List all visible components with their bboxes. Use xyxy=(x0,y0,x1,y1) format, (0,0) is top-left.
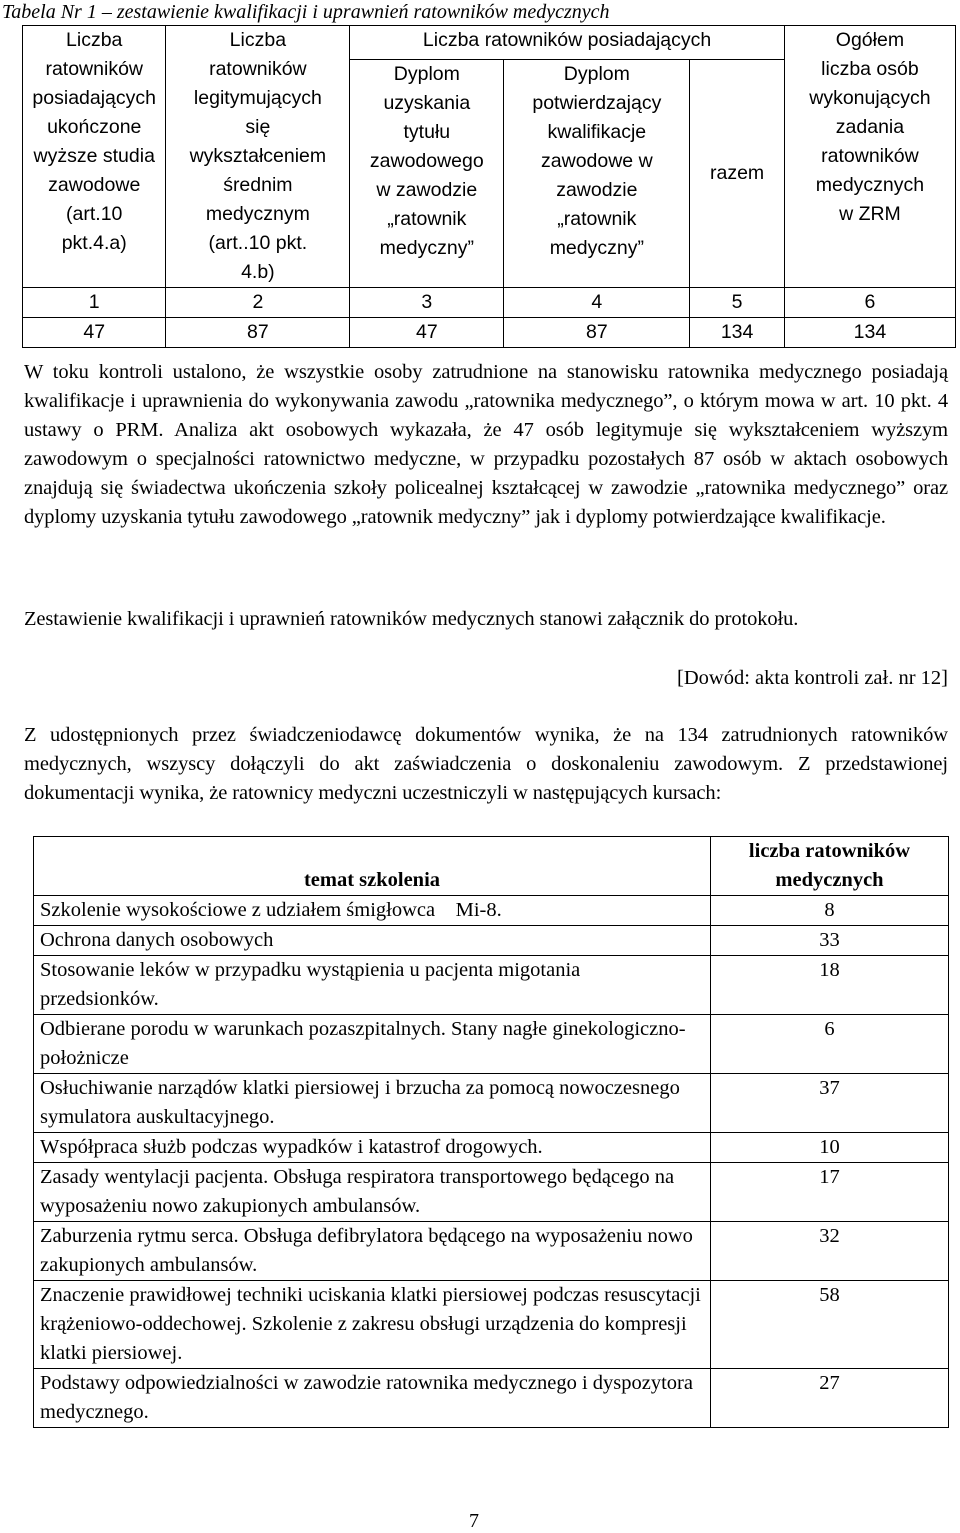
header-higher-education: Liczba ratowników posiadających ukończone wyższe studia zawodowe (art.10 pkt.4.a) xyxy=(23,26,166,288)
training-count: 58 xyxy=(711,1281,949,1369)
evidence-reference: [Dowód: akta kontroli zał. nr 12] xyxy=(677,667,948,689)
header-topic: temat szkolenia xyxy=(34,837,711,896)
training-topic: Współpraca służb podczas wypadków i katastrof drogowych. xyxy=(34,1133,711,1163)
training-count: 27 xyxy=(711,1369,949,1428)
values-row xyxy=(23,318,956,348)
training-topic: Znaczenie prawidłowej techniki uciskania klatki piersiowej podczas resuscytacji krążeniowo-oddechowej. Szkolenie z zakresu obsługi urządzenia do kompresji klatki piersiowej. xyxy=(34,1281,711,1369)
table-row xyxy=(34,1222,949,1281)
header-count: liczba ratowników medycznych xyxy=(711,837,949,896)
table-cell: 87 xyxy=(504,318,690,348)
table-row xyxy=(34,1281,949,1369)
training-topic: Stosowanie leków w przypadku wystąpienia u pacjenta migotania przedsionków. xyxy=(34,956,711,1015)
column-number: 3 xyxy=(350,288,504,318)
training-count: 18 xyxy=(711,956,949,1015)
training-count: 32 xyxy=(711,1222,949,1281)
training-count: 17 xyxy=(711,1163,949,1222)
table-caption: Tabela Nr 1 – zestawienie kwalifikacji i uprawnień ratowników medycznych xyxy=(2,1,610,23)
training-topic: Ochrona danych osobowych xyxy=(34,926,711,956)
header-sum: razem xyxy=(690,59,785,287)
column-number: 1 xyxy=(23,288,166,318)
table-cell: 47 xyxy=(350,318,504,348)
header-total-staff: Ogółem liczba osób wykonujących zadania ratowników medycznych w ZRM xyxy=(784,26,955,288)
page-number: 7 xyxy=(469,1510,479,1532)
table-cell: 87 xyxy=(166,318,350,348)
training-topic: Szkolenie wysokościowe z udziałem śmigłowca Mi-8. xyxy=(34,896,711,926)
paragraph-attachment-note: Zestawienie kwalifikacji i uprawnień ratowników medycznych stanowi załącznik do protokołu. xyxy=(24,608,799,630)
table-cell: 134 xyxy=(784,318,955,348)
training-topic: Odbierane porodu w warunkach pozaszpitalnych. Stany nagłe ginekologiczno-położnicze xyxy=(34,1015,711,1074)
table-row xyxy=(34,956,949,1015)
table-row xyxy=(34,926,949,956)
column-numbers-row xyxy=(23,288,956,318)
training-header-row xyxy=(34,837,949,896)
training-count: 8 xyxy=(711,896,949,926)
qualifications-table xyxy=(22,25,956,348)
header-diploma-qualification: Dyplom potwierdzający kwalifikacje zawodowe w zawodzie „ratownik medyczny” xyxy=(504,59,690,287)
training-topic: Zasady wentylacji pacjenta. Obsługa respiratora transportowego będącego na wyposażeniu nowo zakupionych ambulansów. xyxy=(34,1163,711,1222)
column-number: 4 xyxy=(504,288,690,318)
header-diploma-title: Dyplom uzyskania tytułu zawodowego w zawodzie „ratownik medyczny” xyxy=(350,59,504,287)
table-cell: 47 xyxy=(23,318,166,348)
column-number: 5 xyxy=(690,288,785,318)
header-secondary-education: Liczba ratowników legitymujących się wykształceniem średnim medycznym (art..10 pkt. 4.b) xyxy=(166,26,350,288)
column-number: 6 xyxy=(784,288,955,318)
paragraph-inspection-findings: W toku kontroli ustalono, że wszystkie osoby zatrudnione na stanowisku ratownika medycznego posiadają kwalifikacje i uprawnienia do wykonywania zawodu „ratownika medycznego”, o którym mowa w art. 10 pkt. 4 ustawy o PRM. Analiza akt osobowych wykazała, że 47 osób legitymuje się wykształceniem wyższym zawodowym o specjalności ratownictwo medyczne, w przypadku pozostałych 87 osób w aktach osobowych znajdują się świadectwa ukończenia szkoły policealnej kształcącej w zawodzie „ratownika medycznego” oraz dyplomy uzyskania tytułu zawodowego „ratownik medyczny” jak i dyplomy potwierdzające kwalifikacje. xyxy=(24,361,948,528)
training-count: 6 xyxy=(711,1015,949,1074)
training-count: 10 xyxy=(711,1133,949,1163)
table-cell: 134 xyxy=(690,318,785,348)
table-row xyxy=(34,1163,949,1222)
table-row xyxy=(34,1133,949,1163)
training-count: 33 xyxy=(711,926,949,956)
table-row xyxy=(34,1015,949,1074)
column-number: 2 xyxy=(166,288,350,318)
table-row xyxy=(34,1369,949,1428)
training-topic: Osłuchiwanie narządów klatki piersiowej i brzucha za pomocą nowoczesnego symulatora auskultacyjnego. xyxy=(34,1074,711,1133)
table-row xyxy=(34,896,949,926)
table-row xyxy=(34,1074,949,1133)
paragraph-training: Z udostępnionych przez świadczeniodawcę dokumentów wynika, że na 134 zatrudnionych ratowników medycznych, wszyscy dołączyli do akt zaświadczenia o doskonaleniu zawodowym. Z przedstawionej dokumentacji wynika, że ratownicy medyczni uczestniczyli w następujących kursach: xyxy=(24,724,948,804)
training-count: 37 xyxy=(711,1074,949,1133)
training-table xyxy=(33,836,949,1428)
training-topic: Podstawy odpowiedzialności w zawodzie ratownika medycznego i dyspozytora medycznego. xyxy=(34,1369,711,1428)
header-group: Liczba ratowników posiadających xyxy=(350,26,785,60)
training-topic: Zaburzenia rytmu serca. Obsługa defibrylatora będącego na wyposażeniu nowo zakupionych ambulansów. xyxy=(34,1222,711,1281)
